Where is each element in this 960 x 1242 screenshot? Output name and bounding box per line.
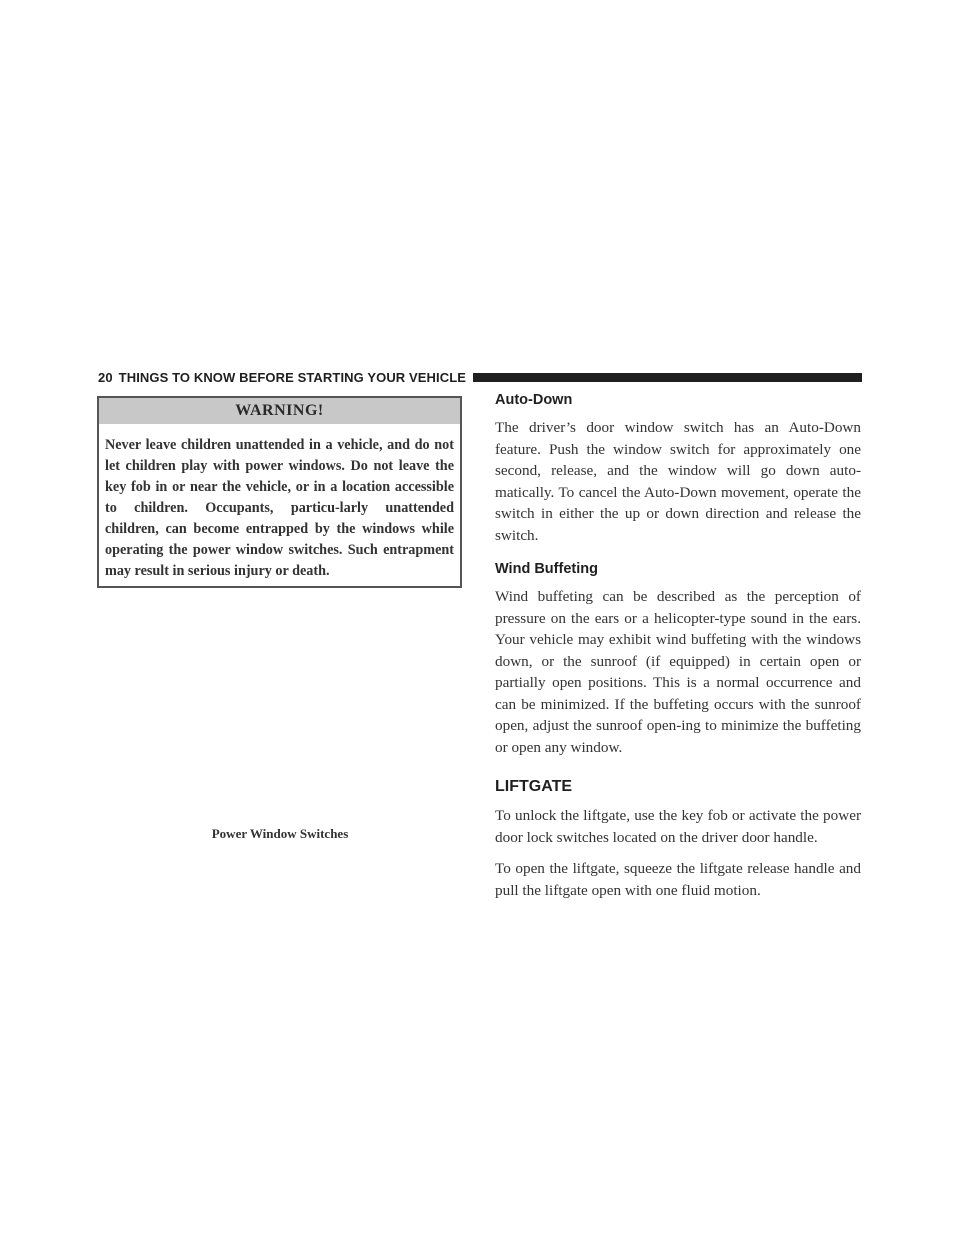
page-number: 20 bbox=[98, 369, 113, 385]
warning-title: WARNING! bbox=[99, 398, 460, 424]
liftgate-unlock-text: To unlock the liftgate, use the key fob or activate the power door lock switches located on the driver door handle. bbox=[495, 807, 861, 846]
warning-box bbox=[97, 396, 462, 588]
right-column bbox=[495, 392, 861, 901]
liftgate-open-text: To open the liftgate, squeeze the liftgate release handle and pull the liftgate open with one fluid motion. bbox=[495, 860, 861, 899]
figure-caption: Power Window Switches bbox=[211, 826, 349, 841]
page-header bbox=[98, 368, 862, 386]
header-rule bbox=[473, 373, 862, 382]
wind-buffeting-heading: Wind Buffeting bbox=[495, 561, 598, 577]
liftgate-heading: LIFTGATE bbox=[495, 778, 573, 795]
auto-down-heading: Auto-Down bbox=[495, 392, 573, 408]
warning-text: Never leave children unattended in a vehicle, and do not let children play with power windows. Do not leave the key fob in or near the vehicle, or in a location accessible to children. Occupants, particu-larly unattended children, can become entrapped by the windows while operating the power window switches. Such entrapment may result in serious injury or death. bbox=[105, 437, 454, 579]
section-title: THINGS TO KNOW BEFORE STARTING YOUR VEHICLE bbox=[118, 369, 467, 385]
auto-down-text: The driver’s door window switch has an Auto-Down feature. Push the window switch for approximately one second, release, and the window will go down auto-matically. To cancel the Auto-Down movement, operate the switch in either the up or down direction and release the switch. bbox=[495, 419, 861, 544]
wind-buffeting-text: Wind buffeting can be described as the perception of pressure on the ears or a helicopter-type sound in the ears. Your vehicle may exhibit wind buffeting with the windows down, or the sunroof (if equipped) in certain open or partially open positions. This is a normal occurrence and can be minimized. If the buffeting occurs with the sunroof open, adjust the sunroof open-ing to minimize the buffeting or open any window. bbox=[495, 588, 861, 756]
